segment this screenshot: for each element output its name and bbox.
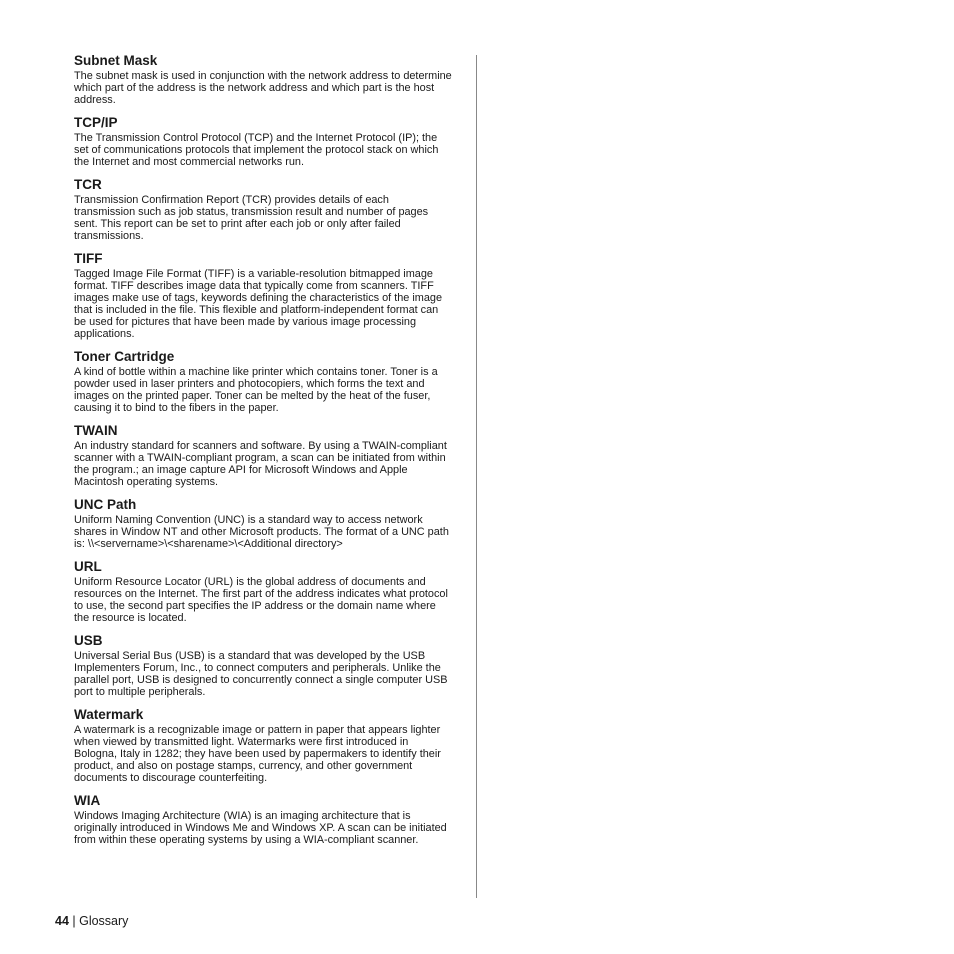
glossary-definition: Windows Imaging Architecture (WIA) is an imaging architecture that is originally introduced in Windows Me and Windows XP. A scan can be initiated from within these operating systems by using a WIA-compliant scanner. xyxy=(74,810,447,846)
glossary-definition: Uniform Naming Convention (UNC) is a standard way to access network shares in Window NT and other Microsoft products. The format of a UNC path is: \\<servername>\<sharename>\<Additional directory> xyxy=(74,514,449,550)
glossary-entry-tcp-ip xyxy=(74,114,452,168)
glossary-term: Toner Cartridge xyxy=(74,349,175,364)
glossary-entry-watermark xyxy=(74,706,452,784)
glossary-term: TIFF xyxy=(74,251,103,266)
page-number: 44 xyxy=(55,914,69,928)
glossary-term: WIA xyxy=(74,793,101,808)
glossary-definition: An industry standard for scanners and software. By using a TWAIN-compliant scanner with a TWAIN-compliant program, a scan can be initiated from within the program.; an image capture API for Microsoft Windows and Apple Macintosh operating systems. xyxy=(74,440,447,488)
section-name: Glossary xyxy=(79,914,129,928)
glossary-definition: Uniform Resource Locator (URL) is the global address of documents and resources on the Internet. The first part of the address indicates what protocol to use, the second part specifies the IP address or the domain name where the resource is located. xyxy=(74,576,448,624)
footer-separator: | xyxy=(68,914,80,928)
glossary-entry-tcr xyxy=(74,176,452,242)
glossary-entry-wia xyxy=(74,792,452,846)
glossary-term: USB xyxy=(74,633,103,648)
glossary-definition: Tagged Image File Format (TIFF) is a variable-resolution bitmapped image format. TIFF describes image data that typically come from scanners. TIFF images make use of tags, keywords defining the characteristics of the image that is included in the file. This flexible and platform-independent format can be used for pictures that have been made by various image processing applications. xyxy=(74,268,443,340)
glossary-term: Subnet Mask xyxy=(74,53,158,68)
page-footer xyxy=(55,913,128,929)
glossary-entry-usb xyxy=(74,632,452,698)
glossary-entry-tiff xyxy=(74,250,452,340)
glossary-column xyxy=(74,52,452,854)
glossary-definition: A kind of bottle within a machine like printer which contains toner. Toner is a powder used in laser printers and photocopiers, which forms the text and images on the printed paper. Toner can be melted by the heat of the fuser, causing it to bind to the fibers in the paper. xyxy=(74,366,438,414)
glossary-definition: Universal Serial Bus (USB) is a standard that was developed by the USB Implementers Forum, Inc., to connect computers and peripherals. Unlike the parallel port, USB is designed to concurrently connect a single computer USB port to multiple peripherals. xyxy=(74,650,448,698)
glossary-term: URL xyxy=(74,559,102,574)
glossary-definition: The subnet mask is used in conjunction with the network address to determine which part of the address is the network address and which part is the host address. xyxy=(74,70,452,106)
glossary-entry-url xyxy=(74,558,452,624)
glossary-entry-twain xyxy=(74,422,452,488)
glossary-term: Watermark xyxy=(74,707,144,722)
glossary-definition: Transmission Confirmation Report (TCR) provides details of each transmission such as job status, transmission result and number of pages sent. This report can be set to print after each job or only after failed transmissions. xyxy=(74,194,429,242)
glossary-term: TWAIN xyxy=(74,423,118,438)
glossary-entry-subnet-mask xyxy=(74,52,452,106)
glossary-definition: A watermark is a recognizable image or pattern in paper that appears lighter when viewed by transmitted light. Watermarks were first introduced in Bologna, Italy in 1282; they have been used by papermakers to identify their product, and also on postage stamps, currency, and other government documents to discourage counterfeiting. xyxy=(74,724,441,784)
glossary-entry-toner-cartridge xyxy=(74,348,452,414)
column-divider xyxy=(476,55,477,898)
glossary-term: TCR xyxy=(74,177,102,192)
glossary-term: UNC Path xyxy=(74,497,137,512)
glossary-term: TCP/IP xyxy=(74,115,118,130)
glossary-definition: The Transmission Control Protocol (TCP) and the Internet Protocol (IP); the set of communications protocols that implement the protocol stack on which the Internet and most commercial networks run. xyxy=(74,132,439,168)
glossary-entry-unc-path xyxy=(74,496,452,550)
